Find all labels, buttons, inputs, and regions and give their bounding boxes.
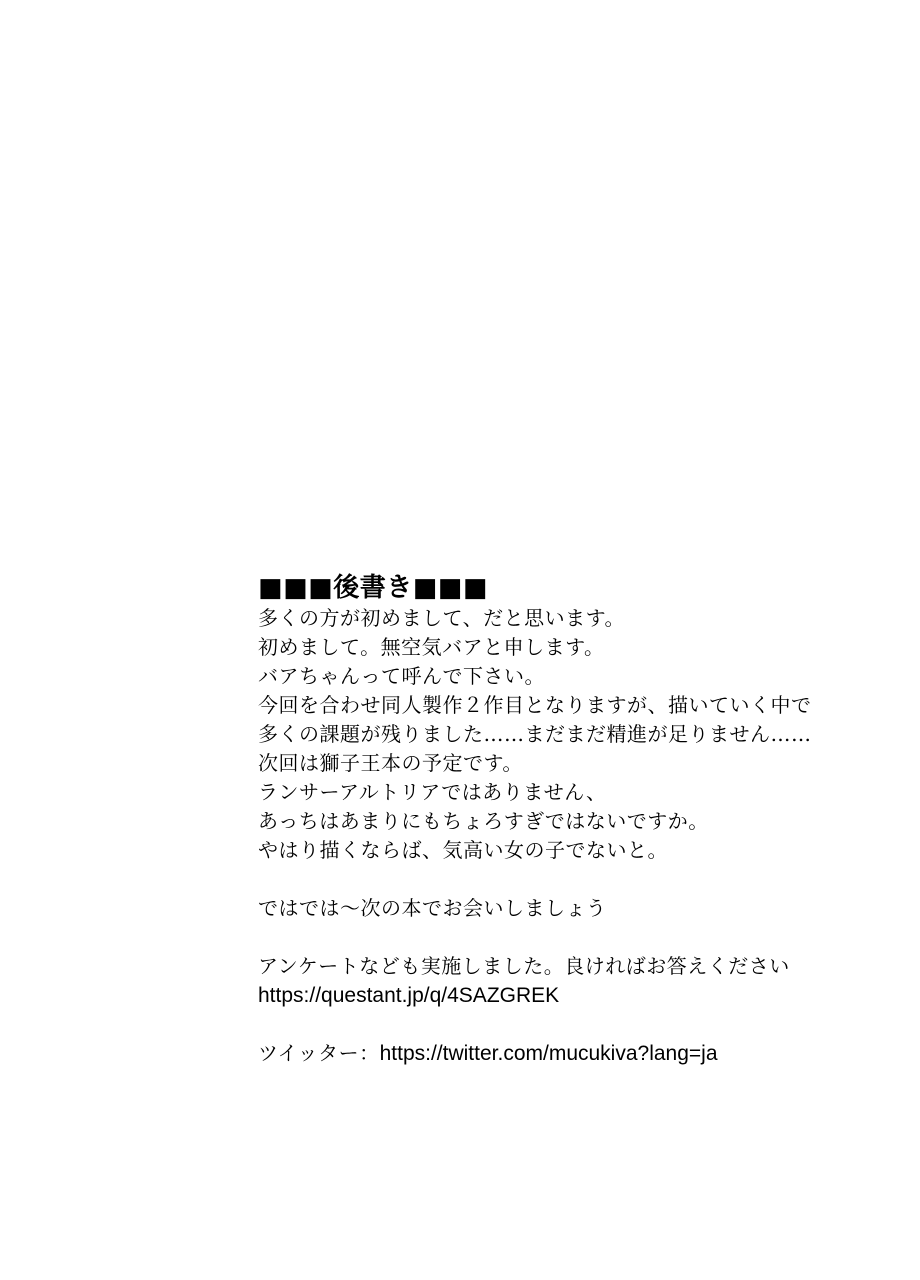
- afterword-heading: ■■■後書き■■■: [258, 573, 488, 603]
- twitter-label: ツイッター：: [258, 1041, 380, 1065]
- closing-line: ではでは〜次の本でお会いしましょう: [258, 896, 607, 920]
- spacer: [258, 923, 858, 952]
- twitter-url: https://twitter.com/mucukiva?lang=ja: [379, 1042, 718, 1065]
- afterword-line-7: ランサーアルトリアではありません、: [258, 780, 607, 804]
- afterword-line-4: 今回を合わせ同人製作２作目となりますが、描いていく中で: [258, 693, 812, 717]
- afterword-line-8: あっちはあまりにもちょろすぎではないですか。: [258, 809, 709, 833]
- spacer: [258, 1010, 858, 1039]
- spacer: [258, 865, 858, 894]
- afterword-line-9: やはり描くならば、気高い女の子でないと。: [258, 838, 668, 862]
- afterword-line-2: 初めまして。無空気バアと申します。: [258, 635, 605, 659]
- afterword-text-block: [258, 572, 858, 1068]
- twitter-line: [258, 1039, 858, 1068]
- survey-url: https://questant.jp/q/4SAZGREK: [258, 984, 560, 1007]
- afterword-line-6: 次回は獅子王本の予定です。: [258, 751, 523, 775]
- survey-note-line: アンケートなども実施しました。良ければお答えください: [258, 954, 790, 978]
- afterword-line-5: 多くの課題が残りました……まだまだ精進が足りません……: [258, 722, 812, 746]
- afterword-line-3: バアちゃんって呼んで下さい。: [258, 664, 545, 688]
- afterword-line-1: 多くの方が初めまして、だと思います。: [258, 606, 625, 630]
